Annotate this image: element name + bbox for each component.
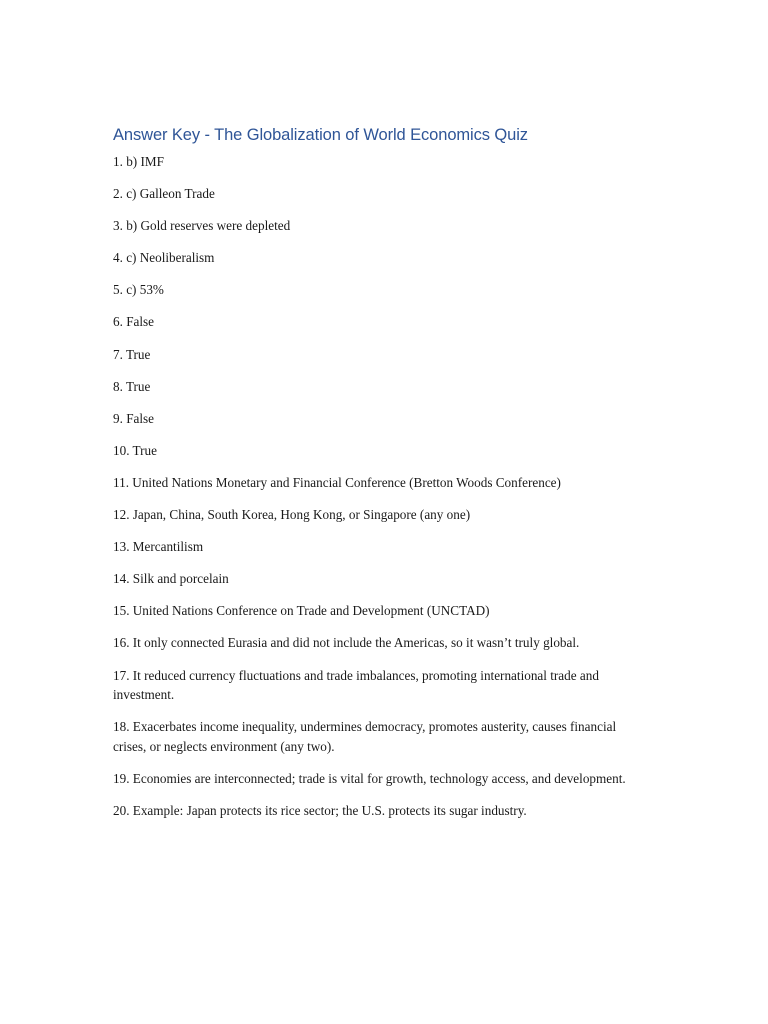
answer-item: 13. Mercantilism xyxy=(113,539,204,555)
answer-item: 8. True xyxy=(113,378,151,394)
answer-item: 6. False xyxy=(113,314,155,330)
answer-item: 9. False xyxy=(113,410,155,426)
answer-item: 20. Example: Japan protects its rice sector; the U.S. protects its sugar industry. xyxy=(113,802,527,818)
answer-item: 10. True xyxy=(113,442,157,458)
page-title: Answer Key - The Globalization of World Economics Quiz xyxy=(113,126,528,144)
answer-item: 3. b) Gold reserves were depleted xyxy=(113,218,291,234)
answer-item: 2. c) Galleon Trade xyxy=(113,186,215,202)
answer-item: 19. Economies are interconnected; trade is vital for growth, technology access, and development. xyxy=(113,770,626,786)
document-body xyxy=(113,124,643,833)
answer-item: 5. c) 53% xyxy=(113,282,164,298)
answer-item: 1. b) IMF xyxy=(113,154,164,169)
answer-item: 12. Japan, China, South Korea, Hong Kong, or Singapore (any one) xyxy=(113,507,471,523)
answer-item: 17. It reduced currency fluctuations and trade imbalances, promoting international trade and investment. xyxy=(113,667,599,702)
answer-item: 15. United Nations Conference on Trade and Development (UNCTAD) xyxy=(113,603,490,619)
answer-item: 4. c) Neoliberalism xyxy=(113,250,215,266)
answer-item: 7. True xyxy=(113,346,151,362)
answer-item: 11. United Nations Monetary and Financial Conference (Bretton Woods Conference) xyxy=(113,474,561,490)
answer-item: 18. Exacerbates income inequality, undermines democracy, promotes austerity, causes financial crises, or neglects environment (any two). xyxy=(113,719,617,754)
answer-item: 16. It only connected Eurasia and did not include the Americas, so it wasn’t truly global. xyxy=(113,635,580,651)
answer-item: 14. Silk and porcelain xyxy=(113,571,229,587)
